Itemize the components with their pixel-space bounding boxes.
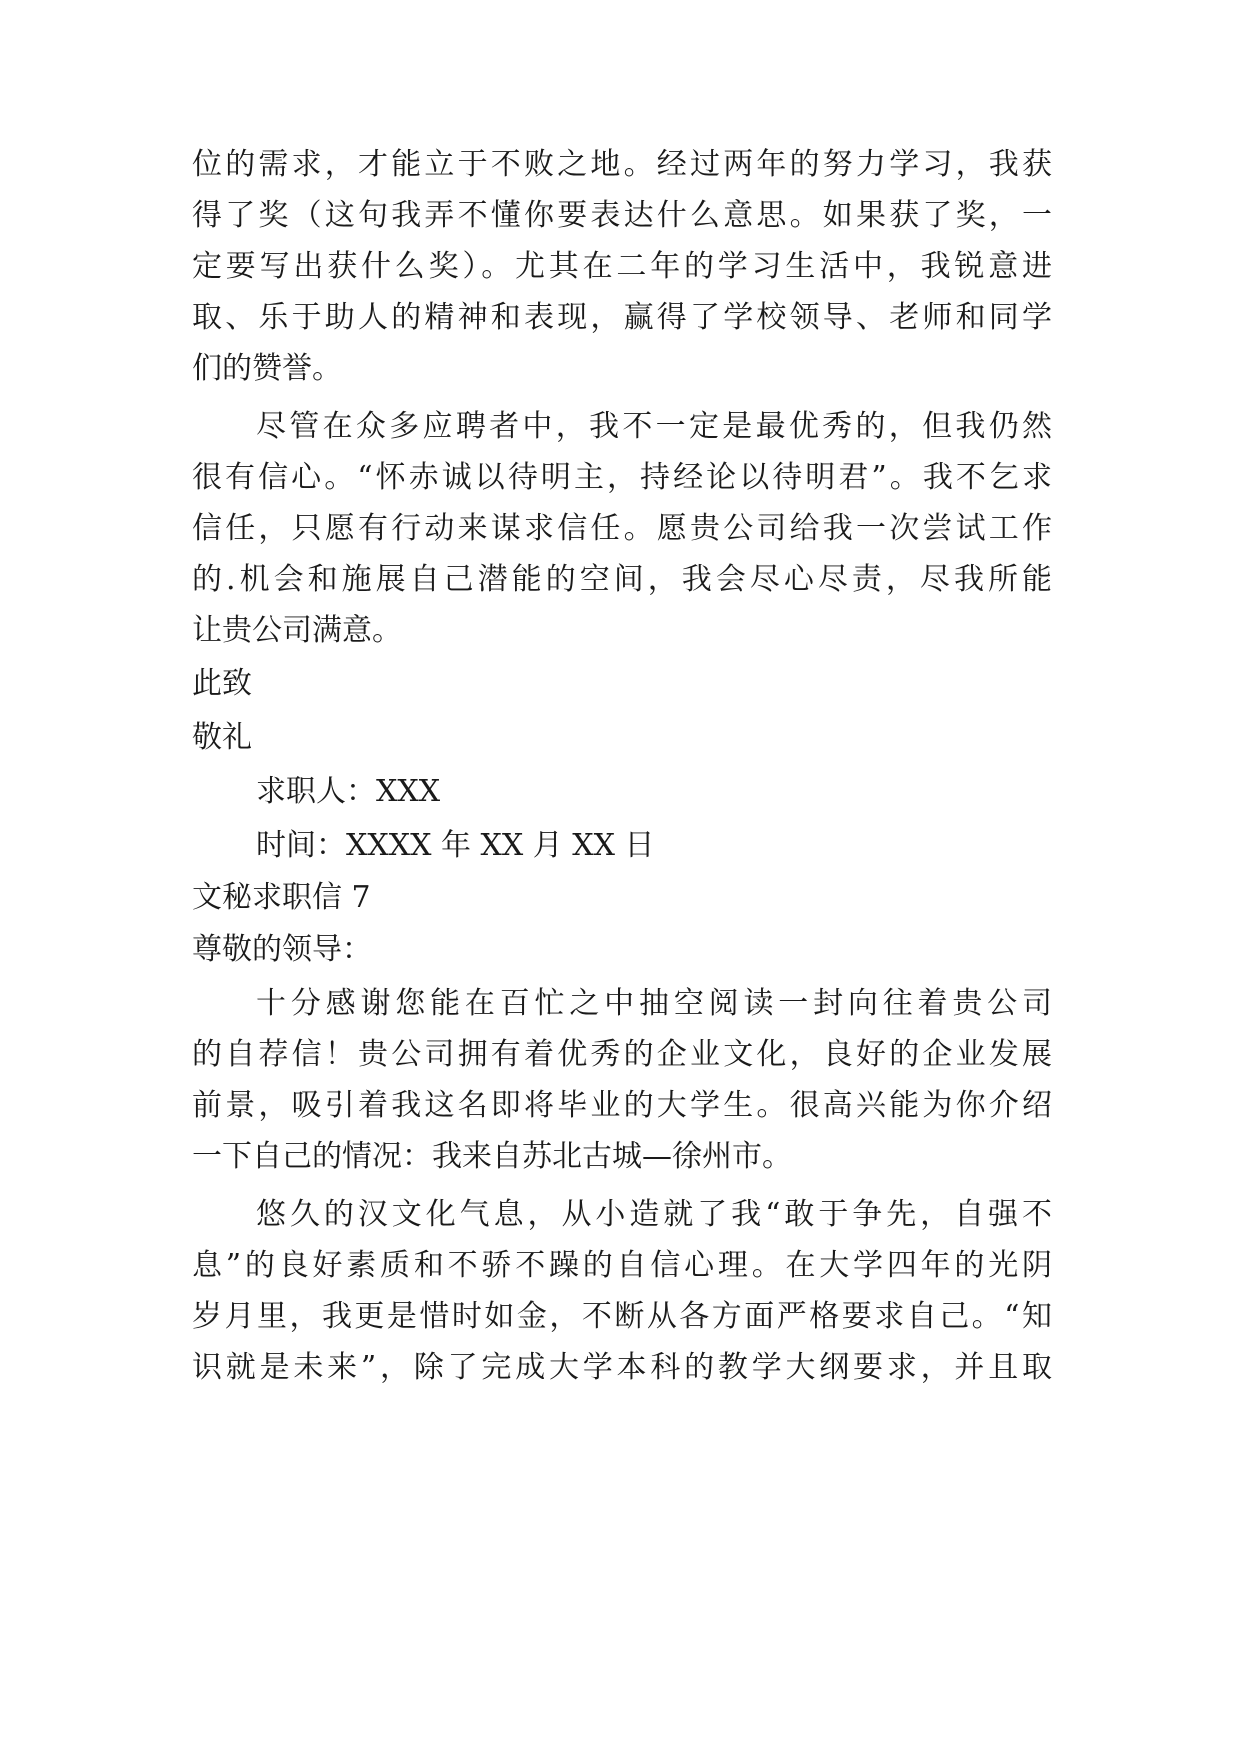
paragraph-line: 息”的良好素质和不骄不躁的自信心理。在大学四年的光阴 bbox=[192, 1248, 1052, 1283]
paragraph-line: 位的需求，才能立于不败之地。经过两年的努力学习，我获 bbox=[192, 147, 1052, 182]
paragraph-line: 得了奖（这句我弄不懂你要表达什么意思。如果获了奖，一 bbox=[192, 198, 1052, 233]
paragraph-line: 的自荐信！贵公司拥有着优秀的企业文化，良好的企业发展 bbox=[192, 1037, 1052, 1072]
paragraph-line: 十分感谢您能在百忙之中抽空阅读一封向往着贵公司 bbox=[256, 986, 1052, 1021]
paragraph-line: 一下自己的情况：我来自苏北古城—徐州市。 bbox=[192, 1139, 792, 1174]
letter-date: 时间：XXXX 年 XX 月 XX 日 bbox=[256, 828, 655, 863]
paragraph-line: 们的赞誉。 bbox=[192, 351, 342, 386]
paragraph-line: 很有信心。“怀赤诚以待明主，持经论以待明君”。我不乞求 bbox=[192, 460, 1052, 495]
paragraph-line: 悠久的汉文化气息，从小造就了我“敢于争先，自强不 bbox=[256, 1197, 1052, 1232]
paragraph-line: 定要写出获什么奖）。尤其在二年的学习生活中，我锐意进 bbox=[192, 249, 1052, 284]
closing-salute: 此致 bbox=[192, 666, 252, 701]
section-title: 文秘求职信 7 bbox=[192, 880, 371, 915]
paragraph-line: 前景，吸引着我这名即将毕业的大学生。很高兴能为你介绍 bbox=[192, 1088, 1052, 1123]
paragraph-line: 岁月里，我更是惜时如金，不断从各方面严格要求自己。“知 bbox=[192, 1299, 1052, 1334]
paragraph-line: 的.机会和施展自己潜能的空间，我会尽心尽责，尽我所能 bbox=[192, 562, 1052, 597]
paragraph-line: 让贵公司满意。 bbox=[192, 613, 402, 648]
applicant-signature: 求职人：XXX bbox=[256, 774, 441, 809]
paragraph-line: 信任，只愿有行动来谋求信任。愿贵公司给我一次尝试工作 bbox=[192, 511, 1052, 546]
paragraph-line: 识就是未来”，除了完成大学本科的教学大纲要求，并且取 bbox=[192, 1350, 1052, 1385]
paragraph-line: 尽管在众多应聘者中，我不一定是最优秀的，但我仍然 bbox=[256, 409, 1052, 444]
paragraph-line: 取、乐于助人的精神和表现，赢得了学校领导、老师和同学 bbox=[192, 300, 1052, 335]
closing-regards: 敬礼 bbox=[192, 720, 252, 755]
letter-greeting: 尊敬的领导： bbox=[192, 932, 372, 967]
